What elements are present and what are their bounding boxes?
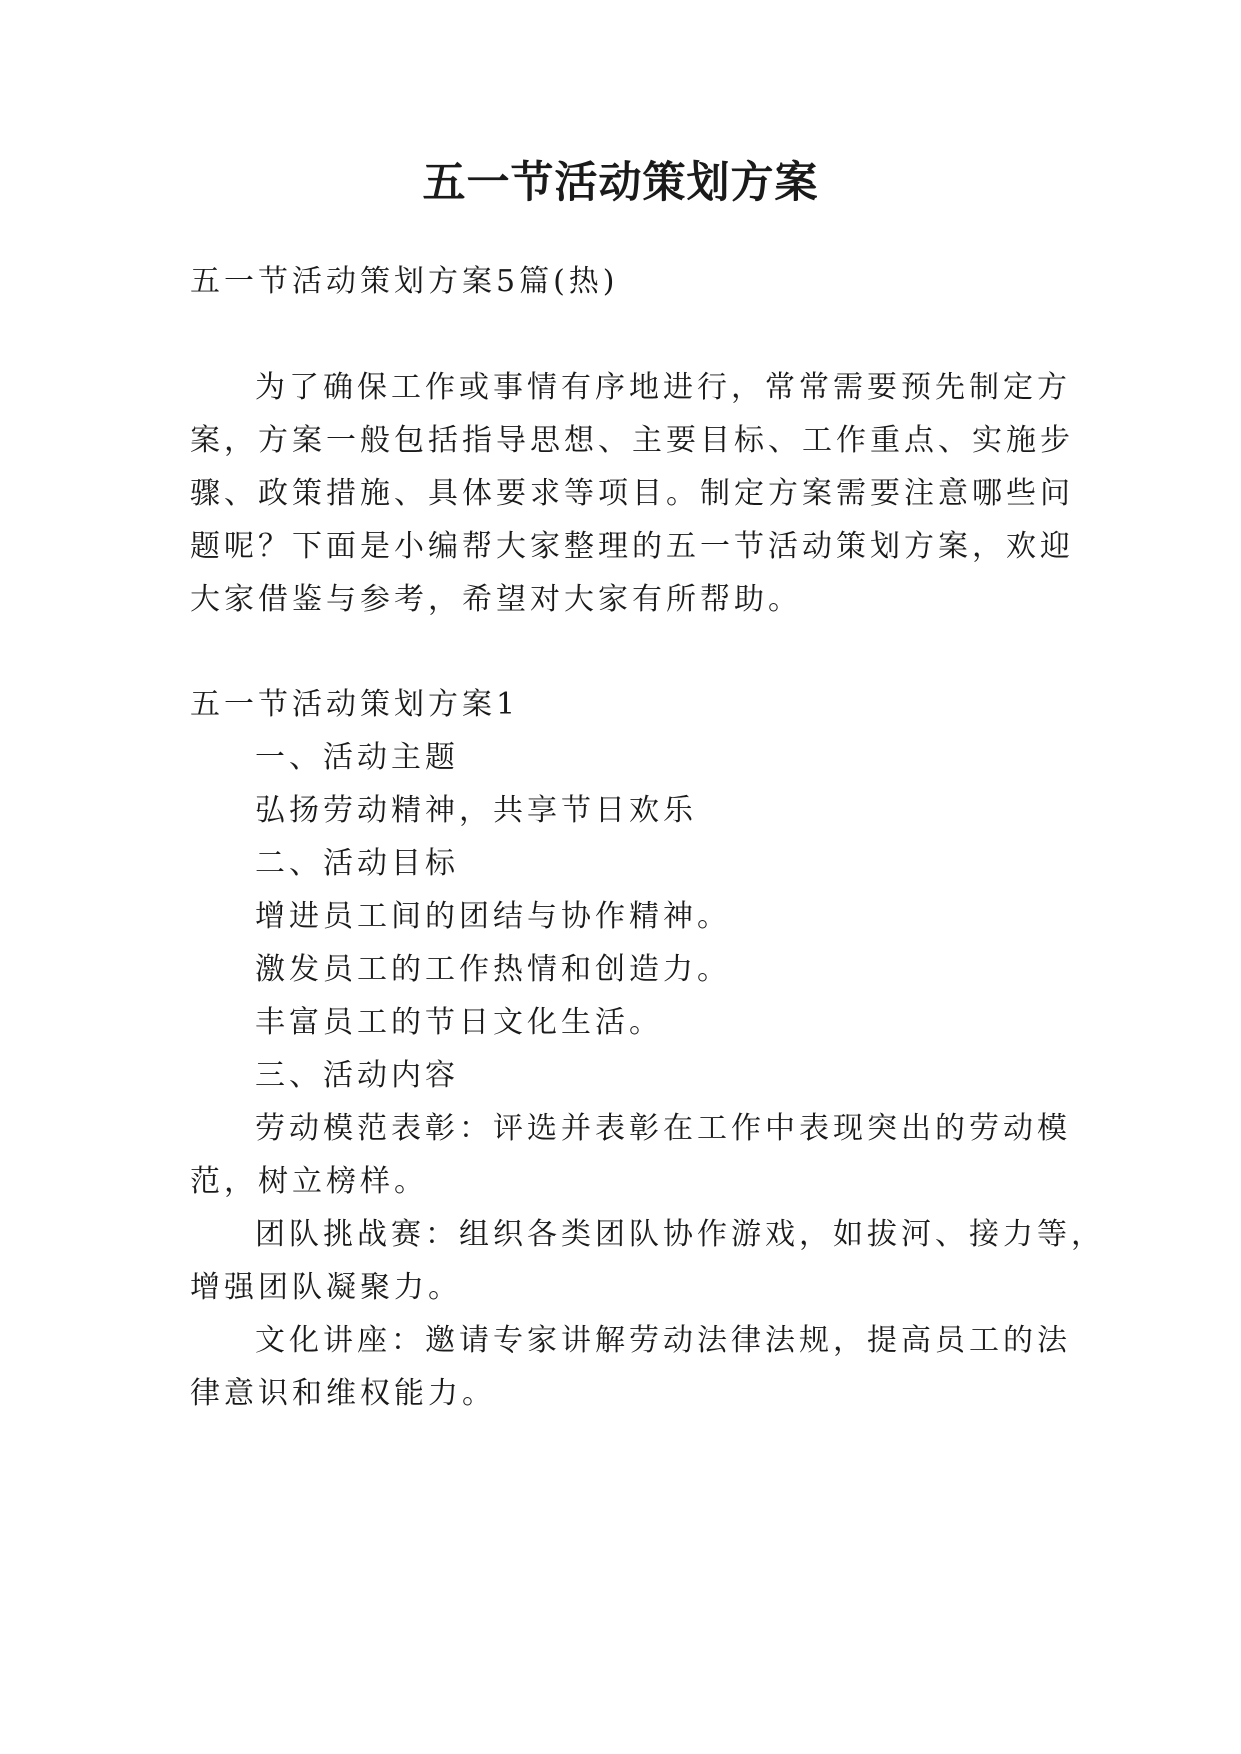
- intro-line-3: 骤、政策措施、具体要求等项目。制定方案需要注意哪些问: [190, 476, 1074, 511]
- theme-heading: 一、活动主题: [255, 740, 459, 775]
- intro-line-5: 大家借鉴与参考，希望对大家有所帮助。: [190, 582, 802, 617]
- content-item-2-line-1: 团队挑战赛：组织各类团队协作游戏，如拔河、接力等，: [255, 1217, 1105, 1252]
- content-item-2-line-2: 增强团队凝聚力。: [190, 1270, 462, 1305]
- intro-line-4: 题呢？下面是小编帮大家整理的五一节活动策划方案，欢迎: [190, 529, 1074, 564]
- intro-line-2: 案，方案一般包括指导思想、主要目标、工作重点、实施步: [190, 423, 1074, 458]
- intro-line-1: 为了确保工作或事情有序地进行，常常需要预先制定方: [255, 370, 1071, 405]
- content-item-3-line-1: 文化讲座：邀请专家讲解劳动法律法规，提高员工的法: [255, 1323, 1071, 1358]
- content-item-1-line-2: 范，树立榜样。: [190, 1164, 428, 1199]
- page-title: 五一节活动策划方案: [422, 158, 819, 208]
- content-item-1-line-1: 劳动模范表彰：评选并表彰在工作中表现突出的劳动模: [255, 1111, 1071, 1146]
- theme-text: 弘扬劳动精神，共享节日欢乐: [255, 793, 697, 828]
- goals-heading: 二、活动目标: [255, 846, 459, 881]
- document-subtitle: 五一节活动策划方案5篇(热): [190, 264, 619, 299]
- goal-item-3: 丰富员工的节日文化生活。: [255, 1005, 663, 1040]
- goal-item-2: 激发员工的工作热情和创造力。: [255, 952, 731, 987]
- goal-item-1: 增进员工间的团结与协作精神。: [255, 899, 731, 934]
- section-heading: 五一节活动策划方案1: [190, 687, 520, 722]
- content-heading: 三、活动内容: [255, 1058, 459, 1093]
- content-item-3-line-2: 律意识和维权能力。: [190, 1376, 496, 1411]
